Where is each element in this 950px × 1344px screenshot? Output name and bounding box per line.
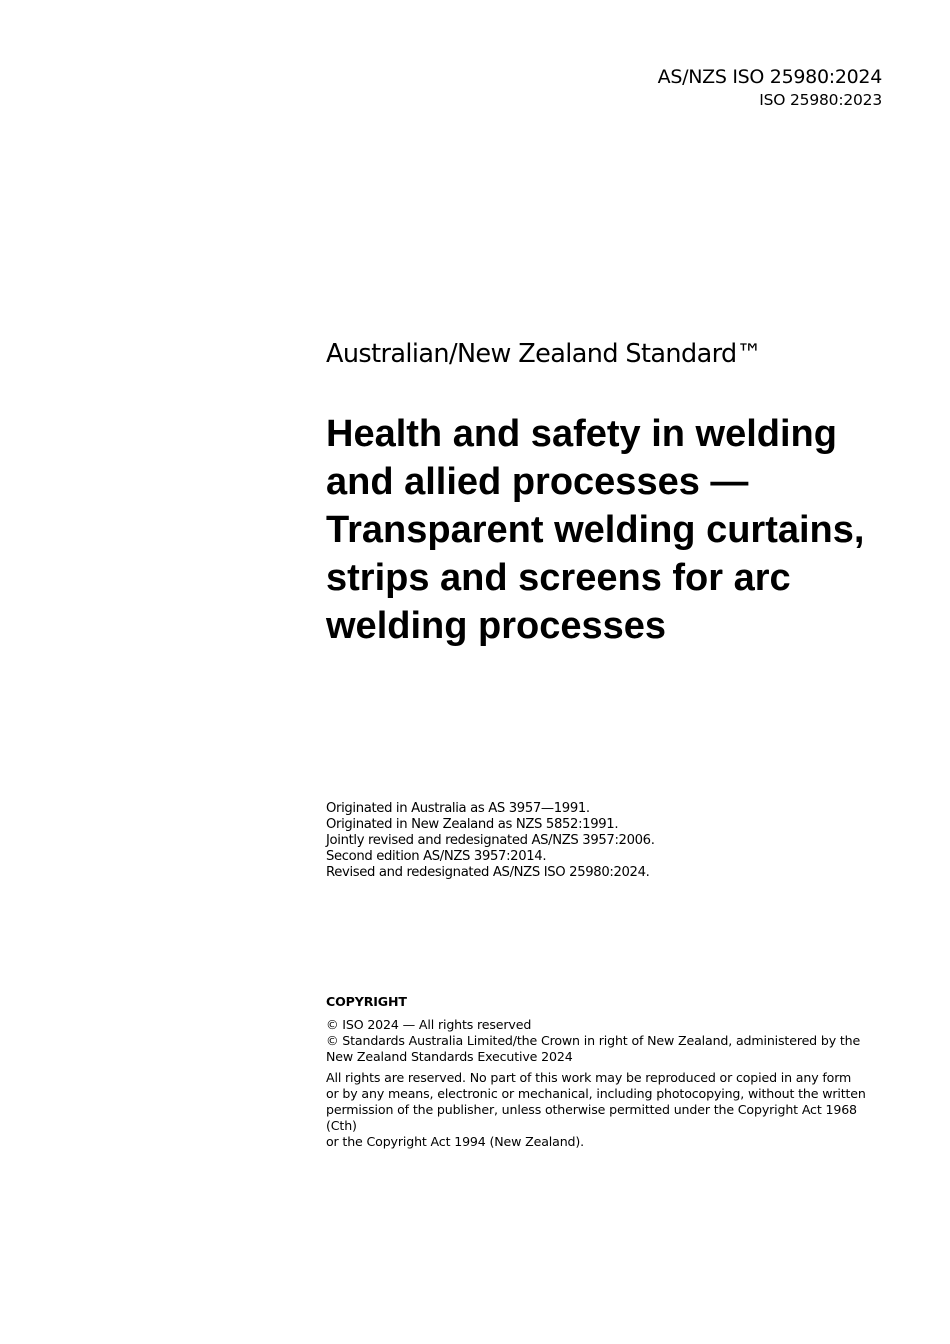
rights-line: All rights are reserved. No part of this work may be reproduced or copied in any form [326,1070,852,1085]
copyright-notice [326,1017,886,1065]
document-header [658,64,882,110]
title-line: Transparent welding curtains, [326,509,865,551]
iso-reference-number: ISO 25980:2023 [759,91,882,109]
history-line: Originated in Australia as AS 3957—1991. [326,801,590,816]
title-line: and allied processes — [326,461,749,503]
rights-statement [326,1070,886,1150]
standard-type-label: Australian/New Zealand Standard™ [326,339,762,369]
title-line: Health and safety in welding [326,413,837,455]
history-line: Revised and redesignated AS/NZS ISO 25980:2024. [326,865,650,880]
copyright-section [326,994,886,1150]
rights-line: permission of the publisher, unless otherwise permitted under the Copyright Act 1968 (Cth) [326,1102,857,1133]
rights-line: or the Copyright Act 1994 (New Zealand). [326,1134,584,1149]
title-line: welding processes [326,605,667,647]
copyright-line: © Standards Australia Limited/the Crown in right of New Zealand, administered by the New Zealand Standards Executive 2024 [326,1033,861,1064]
copyright-heading: COPYRIGHT [326,994,407,1009]
history-line: Second edition AS/NZS 3957:2014. [326,849,547,864]
title-line: strips and screens for arc [326,557,791,599]
publication-history [326,801,886,881]
copyright-line: © ISO 2024 — All rights reserved [326,1017,532,1032]
page-title [326,410,886,650]
rights-line: or by any means, electronic or mechanical, including photocopying, without the written [326,1086,866,1101]
history-line: Originated in New Zealand as NZS 5852:1991. [326,817,619,832]
history-line: Jointly revised and redesignated AS/NZS 3957:2006. [326,833,655,848]
document-number: AS/NZS ISO 25980:2024 [657,66,882,88]
